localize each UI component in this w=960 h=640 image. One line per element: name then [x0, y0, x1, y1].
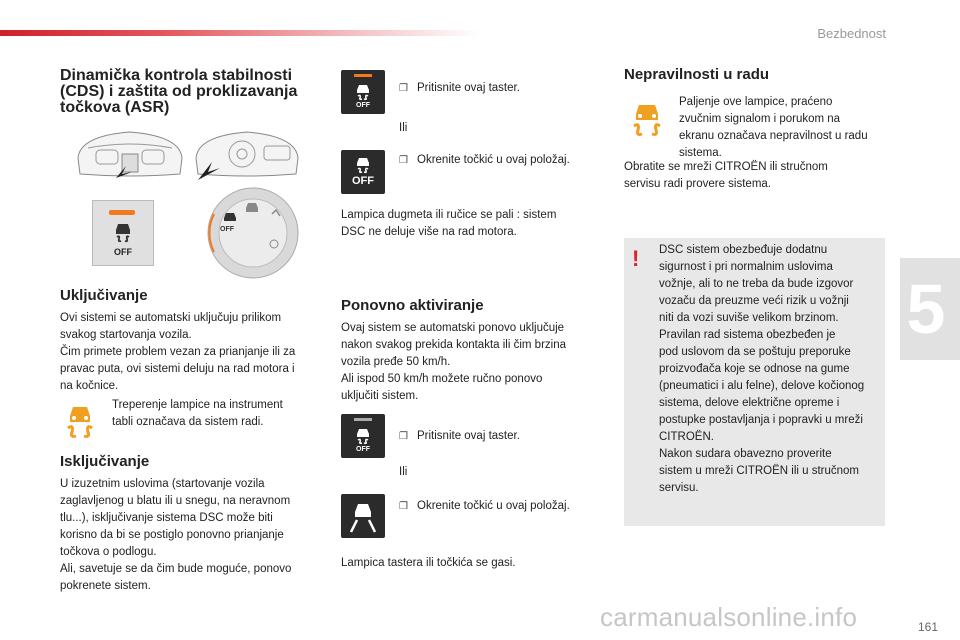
indicator-lamp-off: [354, 418, 372, 421]
dashboard-illustration-left: [76, 128, 184, 190]
heading-nepravilnosti: Nepravilnosti u radu: [624, 66, 770, 83]
off-label: OFF: [356, 102, 370, 109]
flash-paragraph: Treperenje lampice na instrument tabli označava da sistem radi.: [112, 399, 283, 428]
instruction-turn-wheel: ❐ Okrenite točkić u ovaj položaj.: [399, 154, 570, 166]
or-separator-2: Ili: [399, 466, 408, 478]
warning-paragraph: DSC sistem obezbeđuje dodatnu sigurnost i pri normalnim uslovima vožnje, ali to ne treba da bude izgovor vozaču da preuzme veći rizik u vožnji niti da vozi suviše velikom brzinom. Pravilan rad sistema obezbeđen je pod uslovom da se poštuju preporuke proizvođača koje se odnose na gume (pneumatici i alu felne), delove kočionog sistema, delove električne opreme i postupke postavljanja i popravki u mreži CITROËN. Nakon sudara obavezno proverite sistem u mreži CITROËN ili u stručnom servisu.: [659, 244, 865, 494]
section-title: Bezbednost: [817, 26, 886, 41]
skid-warning-icon: [62, 402, 98, 440]
lamp-off-paragraph: Lampica tastera ili točkića se gasi.: [341, 557, 516, 569]
instruction-turn-wheel-2: ❐ Okrenite točkić u ovaj položaj.: [399, 500, 570, 512]
watermark: carmanualsonline.info: [600, 602, 858, 632]
reactivate-paragraph: Ovaj sistem se automatski ponovo uključuje nakon svakog prekida kontakta ili čim brzina vozila pređe 50 km/h. Ali ispod 50 km/h možete ručno ponovo uključiti sistem.: [341, 322, 567, 402]
dsc-off-button-illustration: [92, 200, 154, 266]
dsc-button-icon-off: [341, 70, 385, 114]
header-accent-bar: [0, 30, 480, 36]
off-label: OFF: [114, 247, 132, 257]
road-lanes-icon: [341, 494, 385, 538]
or-separator: Ili: [399, 122, 408, 134]
skid-warning-icon: [628, 100, 666, 138]
chapter-number: 5: [906, 270, 946, 348]
dial-off-label: OFF: [220, 226, 234, 233]
rotary-selector-dial: [206, 186, 300, 280]
heading-ukljucivanje: Uključivanje: [60, 287, 148, 304]
instruction-press-button-2: ❐ Pritisnite ovaj taster.: [399, 430, 520, 442]
indicator-lamp: [109, 210, 135, 215]
off-label: OFF: [352, 175, 374, 187]
dashboard-illustration-right: [192, 128, 302, 190]
page-number: 161: [917, 620, 938, 634]
lamp-on-paragraph: Lampica dugmeta ili ručice se pali : sistem DSC ne deluje više na rad motora.: [341, 209, 557, 238]
fault-paragraph: Paljenje ove lampice, praćeno zvučnim signalom i porukom na ekranu označava nepravilnost u radu sistema.: [679, 96, 868, 159]
off-paragraph: U izuzetnim uslovima (startovanje vozila zaglavljenog u blatu ili u snegu, na neravnom tlu...), isključivanje sistema DSC može biti korisno da bi se postiglo ponovno prianjanje točkova o podlogu. Ali, savetuje se da čim bude moguće, ponovo pokrenete sistem.: [60, 478, 292, 592]
car-on-road-icon: [345, 498, 381, 534]
on-paragraph: Ovi sistemi se automatski uključuju prilikom svakog startovanja vozila. Čim primete problem vezan za prianjanje ili za pravac puta, ovi sistemi deluju na rad motora i na kočnice.: [60, 312, 296, 392]
contact-paragraph: Obratite se mreži CITROËN ili stručnom servisu radi provere sistema.: [624, 161, 828, 190]
skid-car-icon: [111, 219, 135, 243]
heading-iskljucivanje: Isključivanje: [60, 453, 150, 470]
page-title: Dinamička kontrola stabilnosti (CDS) i zaštita od proklizavanja točkova (ASR): [60, 67, 298, 116]
off-label: OFF: [356, 446, 370, 453]
skid-car-icon: [353, 425, 373, 445]
indicator-lamp-orange: [354, 74, 372, 77]
dsc-wheel-icon-off: [341, 150, 385, 194]
exclamation-icon: !: [632, 246, 640, 271]
instruction-press-button: ❐ Pritisnite ovaj taster.: [399, 82, 520, 94]
skid-car-icon: [353, 81, 373, 101]
heading-ponovno-aktiviranje: Ponovno aktiviranje: [341, 297, 484, 314]
skid-car-icon: [353, 154, 373, 174]
dsc-button-icon-grey: [341, 414, 385, 458]
